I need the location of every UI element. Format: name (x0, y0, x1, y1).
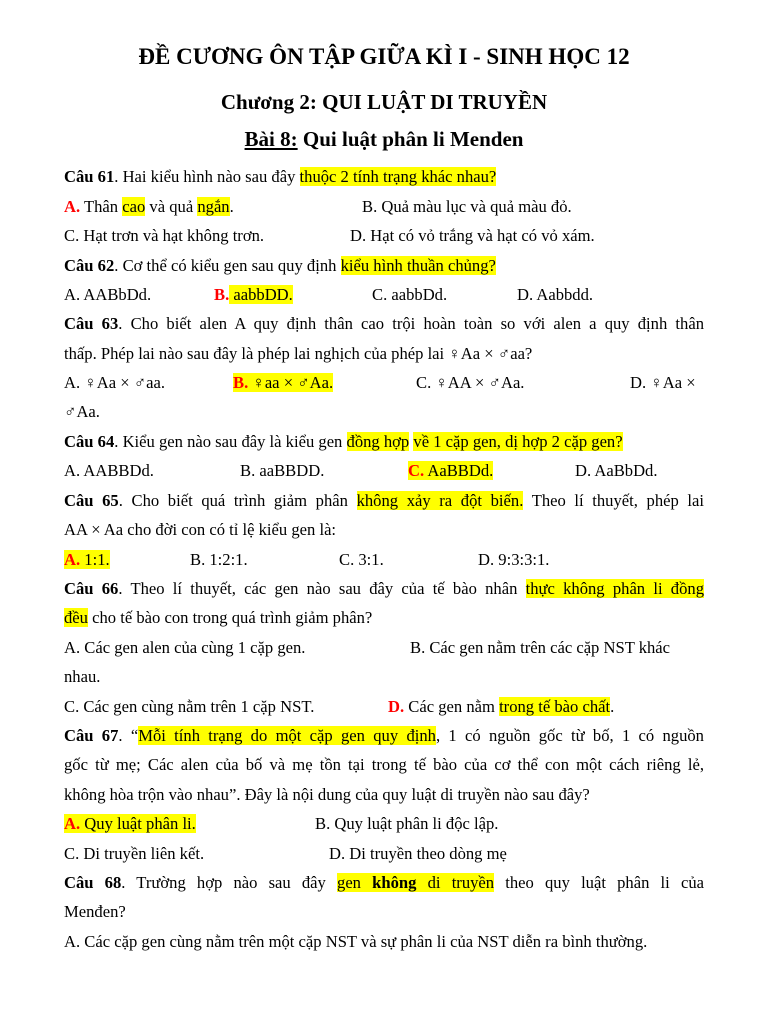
q66-options-row2 (64, 696, 704, 718)
q64-options (64, 460, 704, 482)
highlight: thuộc 2 tính trạng khác nhau? (299, 167, 497, 186)
q65-stem-line2: AA × Aa cho đời con có tỉ lệ kiểu gen là: (64, 520, 337, 539)
q67-option-b: B. Quy luật phân li độc lập. (315, 814, 499, 833)
q63-option-d-cont: ♂Aa. (64, 402, 100, 421)
q66-stem-line2: đều cho tế bào con trong quá trình giảm phân? (64, 608, 373, 627)
q66-options-row1 (64, 637, 704, 659)
lesson-name: Qui luật phân li Menden (297, 127, 524, 151)
q64-option-a: A. AABBDd. (64, 461, 154, 480)
document-title: ĐỀ CƯƠNG ÔN TẬP GIỮA KÌ I - SINH HỌC 12 (138, 44, 630, 69)
q63-option-a: A. ♀Aa × ♂aa. (64, 373, 166, 392)
q65-option-c: C. 3:1. (339, 550, 384, 569)
q66-option-b: B. Các gen nằm trên các cặp NST khác (410, 638, 671, 657)
q63-option-b: B. ♀aa × ♂Aa. (233, 373, 334, 392)
q63-option-d: D. ♀Aa × (630, 373, 696, 392)
lesson-title (0, 127, 768, 152)
q67-options-row1 (64, 813, 704, 835)
q66-option-c: C. Các gen cùng nằm trên 1 cặp NST. (64, 697, 315, 716)
q62-stem: Câu 62. Cơ thể có kiểu gen sau quy định kiểu hình thuần chủng? (64, 256, 496, 275)
q67-option-c: C. Di truyền liên kết. (64, 844, 205, 863)
q64-stem: Câu 64. Kiểu gen nào sau đây là kiểu gen đồng hợp về 1 cặp gen, dị hợp 2 cặp gen? (64, 432, 623, 451)
q62-option-b: B. aabbDD. (214, 285, 293, 304)
q68-stem-line1: Câu 68. Trường hợp nào sau đây gen không di truyền theo quy luật phân li của (64, 873, 704, 892)
q67-stem-line3: không hòa trộn vào nhau”. Đây là nội dung của quy luật di truyền nào sau đây? (64, 785, 590, 804)
q62-option-a: A. AABbDd. (64, 285, 152, 304)
q61-options-row1 (64, 196, 704, 218)
q68-option-a: A. Các cặp gen cùng nằm trên một cặp NST và sự phân li của NST diễn ra bình thường. (64, 932, 648, 951)
q63-options (64, 372, 704, 394)
q67-stem-line2: gốc từ mẹ; Các alen của bố và mẹ tồn tại trong tế bào của cơ thể con một cách riêng lẻ, (64, 755, 704, 774)
q66-option-d: D. Các gen nằm trong tế bào chất. (388, 697, 615, 716)
q61-options-row2 (64, 225, 704, 247)
lesson-label: Bài 8: (244, 127, 298, 151)
q62-option-c: C. aabbDd. (372, 285, 448, 304)
chapter-title: Chương 2: QUI LUẬT DI TRUYỀN (220, 90, 548, 114)
q61-option-d: D. Hạt có vỏ trắng và hạt có vỏ xám. (350, 226, 595, 245)
q65-option-d: D. 9:3:3:1. (478, 550, 550, 569)
q62-option-d: D. Aabbdd. (517, 285, 594, 304)
q65-option-b: B. 1:2:1. (190, 550, 248, 569)
q67-option-a: A. Quy luật phân li. (64, 814, 196, 833)
q63-stem-line1: Câu 63. Cho biết alen A quy định thân cao trội hoàn toàn so với alen a quy định thân (64, 314, 704, 333)
q61-stem: Câu 61. Hai kiểu hình nào sau đây thuộc 2 tính trạng khác nhau? (64, 167, 497, 186)
q62-options (64, 284, 704, 306)
q65-option-a: A. 1:1. (64, 550, 110, 569)
q65-stem-line1: Câu 65. Cho biết quá trình giảm phân không xảy ra đột biến. Theo lí thuyết, phép lai (64, 491, 704, 510)
q66-option-b-cont: nhau. (64, 667, 101, 686)
q63-stem-line2: thấp. Phép lai nào sau đây là phép lai nghịch của phép lai ♀Aa × ♂aa? (64, 344, 533, 363)
q67-option-d: D. Di truyền theo dòng mẹ (329, 844, 507, 863)
q67-options-row2 (64, 843, 704, 865)
q65-options (64, 549, 704, 571)
q61-option-a: A. Thân cao và quả ngắn. (64, 197, 234, 216)
q68-stem-line2: Menđen? (64, 902, 126, 921)
q64-option-c: C. AaBBDd. (408, 461, 494, 480)
q64-option-d: D. AaBbDd. (575, 461, 658, 480)
q66-stem-line1: Câu 66. Theo lí thuyết, các gen nào sau đây của tế bào nhân thực không phân li đồng (64, 579, 704, 598)
q63-option-c: C. ♀AA × ♂Aa. (416, 373, 525, 392)
q66-option-a: A. Các gen alen của cùng 1 cặp gen. (64, 638, 306, 657)
q61-option-b: B. Quả màu lục và quả màu đỏ. (362, 197, 572, 216)
q67-stem-line1: Câu 67. “Mỗi tính trạng do một cặp gen quy định, 1 có nguồn gốc từ bố, 1 có nguồn (64, 726, 704, 745)
q64-option-b: B. aaBBDD. (240, 461, 325, 480)
q61-option-c: C. Hạt trơn và hạt không trơn. (64, 226, 265, 245)
